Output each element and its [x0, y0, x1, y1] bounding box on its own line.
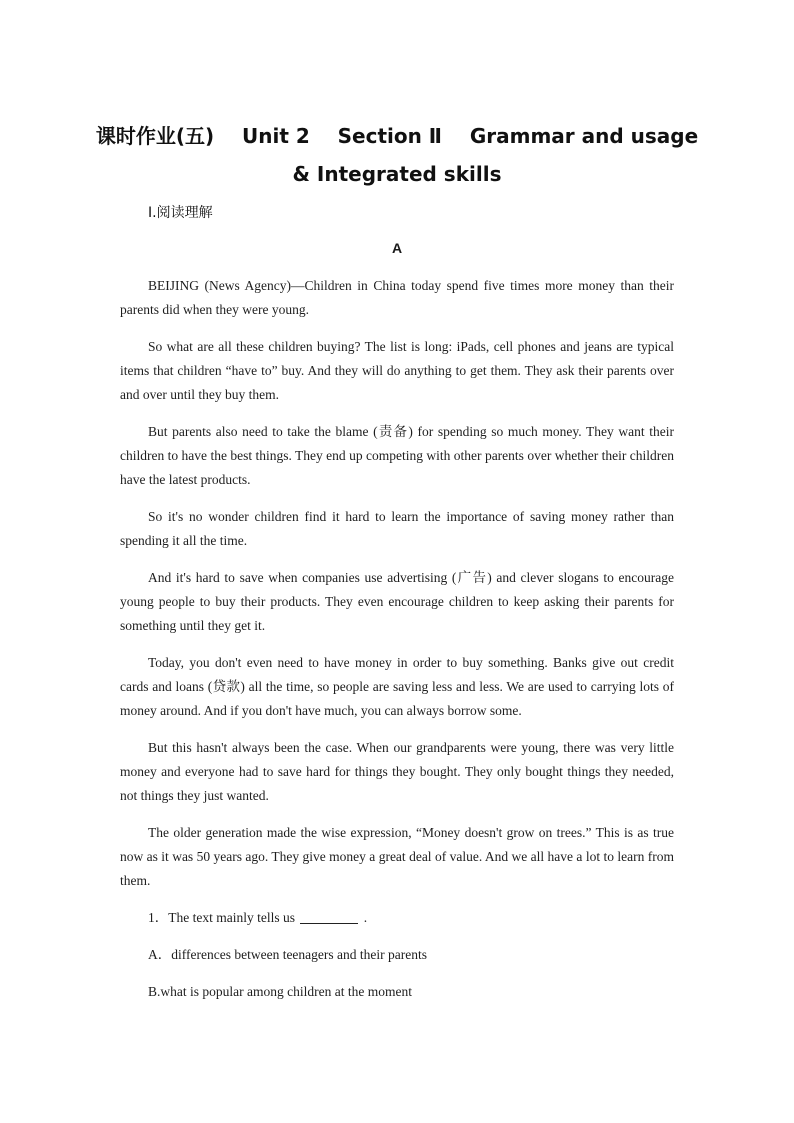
page-title: 课时作业(五) Unit 2 Section Ⅱ Grammar and usage [95, 124, 699, 148]
paragraph-6: Today, you don't even need to have money in order to buy something. Banks give out credit cards and loans (贷款) all the time, so people are saving less and less. We are used to carrying lots of money around. And if you don't have much, you can always borrow some. [120, 655, 674, 718]
answer-blank [300, 909, 358, 924]
question-stem-end: . [363, 910, 368, 925]
paragraph-8: The older generation made the wise expression, “Money doesn't grow on trees.” This is as true now as it was 50 years ago. They give money a great deal of value. And we all have a lot to learn from them. [120, 825, 674, 888]
page-title-continued: & Integrated skills [292, 162, 502, 186]
passage-label: A [391, 240, 403, 256]
option-b: B.what is popular among children at the moment [148, 984, 412, 999]
paragraph-7: But this hasn't always been the case. When our grandparents were young, there was very little money and everyone had to save hard for things they bought. They only bought things they needed, not things they just wanted. [120, 740, 674, 803]
paragraph-3: But parents also need to take the blame (责备) for spending so much money. They want their children to have the best things. They end up competing with other parents over whether their children have the latest products. [120, 424, 674, 487]
paragraph-1: BEIJING (News Agency)—Children in China today spend five times more money than their parents did when they were young. [120, 278, 674, 317]
paragraph-2: So what are all these children buying? The list is long: iPads, cell phones and jeans are typical items that children “have to” buy. And they will do anything to get them. They ask their parents over and over until they buy them. [120, 339, 674, 402]
question-1-stem [120, 906, 674, 930]
paragraph-4: So it's no wonder children find it hard to learn the importance of saving money rather than spending it all the time. [120, 509, 674, 548]
option-a: A．differences between teenagers and their parents [148, 947, 427, 962]
section-label: Ⅰ.阅读理解 [148, 205, 213, 221]
passage-body [120, 274, 674, 1017]
paragraph-5: And it's hard to save when companies use advertising (广告) and clever slogans to encourage young people to buy their products. They even encourage children to keep asking their parents for something until they get it. [120, 570, 674, 633]
question-stem-text: 1．The text mainly tells us [148, 910, 295, 925]
